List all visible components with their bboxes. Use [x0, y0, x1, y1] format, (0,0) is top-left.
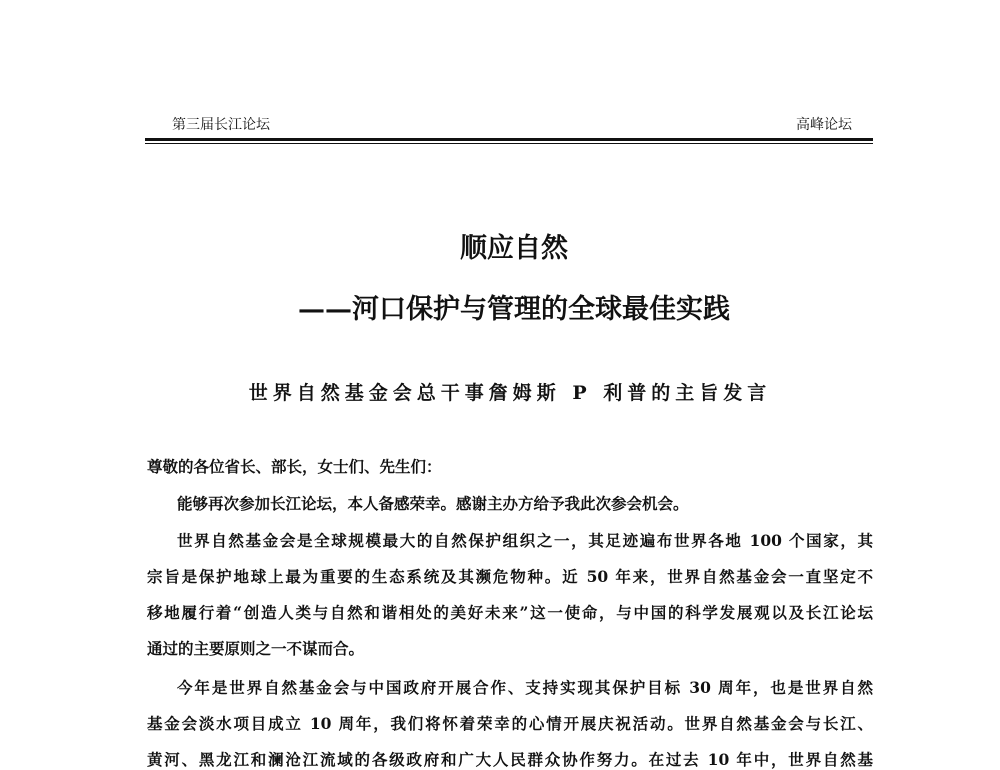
speaker-line: 世界自然基金会总干事詹姆斯 P 利普的主旨发言: [248, 382, 772, 404]
running-header-right: 高峰论坛: [796, 117, 852, 133]
running-header-left: 第三届长江论坛: [172, 117, 270, 133]
paragraph-line: 黄河、黑龙江和澜沧江流域的各级政府和广大人民群众协作努力。在过去 10 年中，世界自然基: [147, 750, 873, 769]
document-title: 顺应自然: [460, 233, 568, 264]
paragraph-line: 宗旨是保护地球上最为重要的生态系统及其濒危物种。近 50 年来，世界自然基金会一直坚定不: [147, 567, 873, 586]
paragraph-line: 基金会淡水项目成立 10 周年，我们将怀着荣幸的心情开展庆祝活动。世界自然基金会与长江、: [147, 714, 873, 733]
paragraph-line: 通过的主要原则之一不谋而合。: [147, 639, 365, 658]
paragraph-line: 世界自然基金会是全球规模最大的自然保护组织之一，其足迹遍布世界各地 100 个国家，其: [177, 531, 873, 550]
salutation: 尊敬的各位省长、部长，女士们、先生们：: [147, 457, 442, 476]
document-subtitle: ——河口保护与管理的全球最佳实践: [298, 294, 730, 325]
paragraph-line: 能够再次参加长江论坛，本人备感荣幸。感谢主办方给予我此次参会机会。: [177, 494, 689, 513]
header-rule: [145, 138, 873, 141]
paragraph-line: 移地履行着“创造人类与自然和谐相处的美好未来”这一使命，与中国的科学发展观以及长江论坛: [147, 603, 873, 622]
paragraph-line: 今年是世界自然基金会与中国政府开展合作、支持实现其保护目标 30 周年，也是世界自然: [177, 678, 873, 697]
header-rule-thin: [145, 143, 873, 144]
